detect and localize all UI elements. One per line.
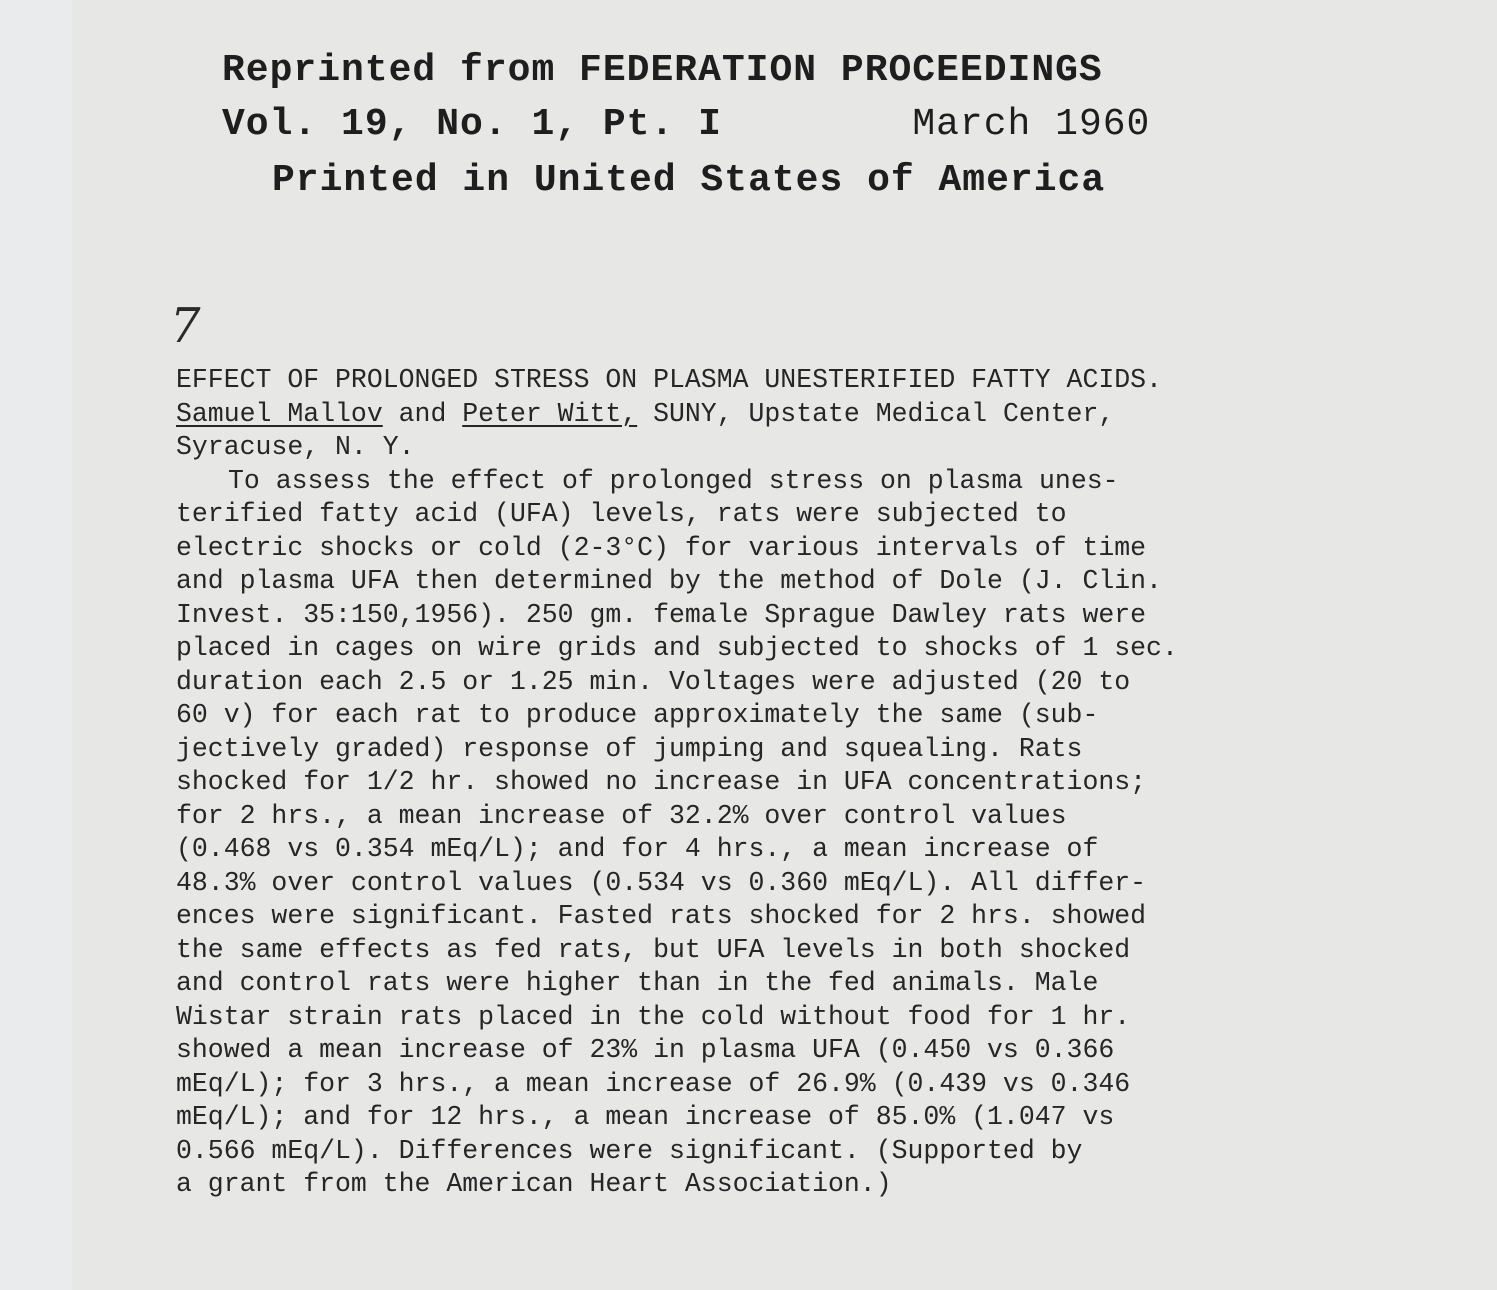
body-line: placed in cages on wire grids and subjected to shocks of 1 sec. (176, 633, 1178, 663)
author-name: Peter Witt, (462, 398, 638, 429)
author-name: Samuel Mallov (176, 398, 383, 429)
handwritten-number: 7 (170, 298, 201, 354)
body-line: a grant from the American Heart Association.) (176, 1169, 892, 1199)
body-line: and control rats were higher than in the fed animals. Male (176, 968, 1099, 998)
left-margin-strip (0, 0, 73, 1290)
printed-in-line: Printed in United States of America (272, 159, 1106, 202)
body-line: 48.3% over control values (0.534 vs 0.360 mEq/L). All differ- (176, 867, 1147, 898)
body-line: duration each 2.5 or 1.25 min. Voltages were adjusted (20 to (176, 666, 1131, 697)
body-line: jectively graded) response of jumping and squealing. Rats (176, 733, 1083, 764)
volume-line (222, 98, 1182, 152)
affiliation: SUNY, Upstate Medical Center, (637, 398, 1115, 429)
body-line: for 2 hrs., a mean increase of 32.2% over control values (176, 800, 1067, 831)
body-line: shocked for 1/2 hr. showed no increase in UFA concentrations; (176, 767, 1147, 797)
authors-line (176, 398, 1256, 432)
volume-issue: Vol. 19, No. 1, Pt. I (222, 103, 722, 146)
body-line: the same effects as fed rats, but UFA levels in both shocked (176, 934, 1131, 965)
body-line: mEq/L); and for 12 hrs., a mean increase of 85.0% (1.047 vs (176, 1102, 1115, 1132)
body-line: terified fatty acid (UFA) levels, rats were subjected to (176, 499, 1067, 529)
abstract-title: EFFECT OF PROLONGED STRESS ON PLASMA UNESTERIFIED FATTY ACIDS. (176, 365, 1162, 395)
body-line: (0.468 vs 0.354 mEq/L); and for 4 hrs., a mean increase of (176, 834, 1099, 864)
body-line: and plasma UFA then determined by the method of Dole (J. Clin. (176, 566, 1162, 596)
reprint-source-line: Reprinted from FEDERATION PROCEEDINGS (222, 49, 1103, 92)
reprint-header (222, 44, 1182, 208)
body-line: 60 v) for each rat to produce approximately the same (sub- (176, 700, 1099, 730)
body-line: showed a mean increase of 23% in plasma UFA (0.450 vs 0.366 (176, 1035, 1115, 1065)
author-separator: and (382, 398, 463, 429)
body-line: ences were significant. Fasted rats shocked for 2 hrs. showed (176, 901, 1147, 931)
publication-date: March 1960 (912, 103, 1151, 146)
affiliation-city: Syracuse, N. Y. (176, 432, 415, 462)
abstract (176, 364, 1256, 1202)
body-line: 0.566 mEq/L). Differences were significant. (Supported by (176, 1135, 1083, 1166)
body-line: mEq/L); for 3 hrs., a mean increase of 26.9% (0.439 vs 0.346 (176, 1068, 1131, 1099)
body-line: Wistar strain rats placed in the cold without food for 1 hr. (176, 1001, 1131, 1032)
body-line: electric shocks or cold (2-3°C) for various intervals of time (176, 532, 1147, 563)
body-line: To assess the effect of prolonged stress on plasma unes- (228, 465, 1119, 496)
body-line: Invest. 35:150,1956). 250 gm. female Sprague Dawley rats were (176, 599, 1147, 630)
